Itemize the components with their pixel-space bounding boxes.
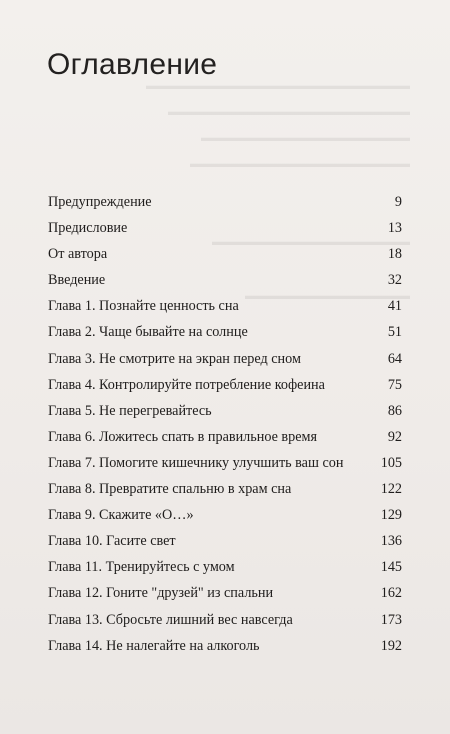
toc-entry-page: 122 xyxy=(380,481,402,498)
toc-entry xyxy=(48,453,402,479)
toc-entry-page: 145 xyxy=(380,559,402,576)
toc-entry-page: 136 xyxy=(380,533,402,550)
toc-entry-label: Глава 13. Сбросьте лишний вес навсегда xyxy=(48,611,293,628)
toc-entry-page: 86 xyxy=(387,402,402,419)
toc-entry-page: 13 xyxy=(387,220,402,237)
toc-entry xyxy=(48,192,402,218)
toc-entry xyxy=(48,610,402,636)
toc-entry-page: 92 xyxy=(387,428,402,445)
toc-entry-label: Глава 1. Познайте ценность сна xyxy=(48,298,239,315)
toc-entry-label: Глава 4. Контролируйте потребление кофеина xyxy=(48,376,325,393)
toc-entry xyxy=(48,505,402,531)
toc-entry-label: Предупреждение xyxy=(48,194,152,210)
toc-entry xyxy=(48,479,402,505)
toc-entry-label: Введение xyxy=(48,272,106,289)
toc-entry xyxy=(48,557,402,583)
toc-entry xyxy=(48,270,402,296)
toc-entry-label: Глава 10. Гасите свет xyxy=(48,533,176,550)
table-of-contents xyxy=(48,192,402,662)
toc-entry-page: 32 xyxy=(387,272,402,289)
toc-entry xyxy=(48,531,402,557)
toc-entry xyxy=(48,427,402,453)
toc-entry-label: Глава 7. Помогите кишечнику улучшить ваш сон xyxy=(48,454,344,471)
toc-entry xyxy=(48,375,402,401)
bleed-through-line: ▬▬▬▬▬▬▬▬▬▬▬▬▬▬▬▬▬▬▬▬▬▬▬▬ xyxy=(146,80,410,92)
toc-entry-page: 51 xyxy=(387,324,402,341)
bleed-through-line: ▬▬▬▬▬▬▬▬▬▬▬▬▬▬▬▬▬▬▬ xyxy=(201,132,410,144)
bleed-through-line: ▬▬▬▬▬▬▬▬▬▬▬▬▬▬▬▬▬▬▬▬ xyxy=(190,158,410,170)
toc-entry-page: 129 xyxy=(380,507,402,524)
toc-entry-label: Глава 14. Не налегайте на алкоголь xyxy=(48,637,260,654)
toc-entry-page: 75 xyxy=(387,376,402,393)
toc-entry xyxy=(48,583,402,609)
toc-entry-page: 18 xyxy=(387,246,402,263)
toc-entry xyxy=(48,636,402,662)
toc-entry-page: 162 xyxy=(380,585,402,602)
toc-entry xyxy=(48,401,402,427)
toc-entry xyxy=(48,349,402,375)
toc-entry-page: 173 xyxy=(380,611,402,628)
toc-entry-page: 105 xyxy=(380,454,402,471)
bleed-through-line: ▬▬▬▬▬▬▬▬▬▬▬▬▬▬▬▬▬▬▬▬▬▬ xyxy=(168,106,410,118)
toc-entry xyxy=(48,244,402,270)
toc-entry-label: Глава 2. Чаще бывайте на солнце xyxy=(48,324,248,341)
toc-entry-page: 41 xyxy=(387,298,402,315)
toc-entry-page: 64 xyxy=(387,350,402,367)
toc-entry xyxy=(48,296,402,322)
toc-entry-label: Глава 5. Не перегревайтесь xyxy=(48,402,212,419)
toc-entry-page: 9 xyxy=(394,194,402,210)
toc-entry-label: Предисловие xyxy=(48,220,128,237)
toc-entry-label: Глава 6. Ложитесь спать в правильное время xyxy=(48,428,318,445)
toc-entry-page: 192 xyxy=(380,637,402,654)
toc-entry xyxy=(48,218,402,244)
toc-entry-label: Глава 9. Скажите «О…» xyxy=(48,507,194,524)
toc-entry-label: От автора xyxy=(48,246,108,263)
toc-entry-label: Глава 12. Гоните "друзей" из спальни xyxy=(48,585,274,602)
toc-entry-label: Глава 8. Превратите спальню в храм сна xyxy=(48,481,292,498)
bleed-through-line: ▬▬▬▬▬▬▬▬▬▬▬▬▬▬▬ xyxy=(245,290,410,302)
toc-entry-label: Глава 11. Тренируйтесь с умом xyxy=(48,559,235,576)
toc-entry xyxy=(48,322,402,348)
toc-entry-label: Глава 3. Не смотрите на экран перед сном xyxy=(48,350,301,367)
bleed-through-line: ▬▬▬▬▬▬▬▬▬▬▬▬▬▬▬▬▬▬ xyxy=(212,236,410,248)
page-title: Оглавление xyxy=(47,48,218,81)
